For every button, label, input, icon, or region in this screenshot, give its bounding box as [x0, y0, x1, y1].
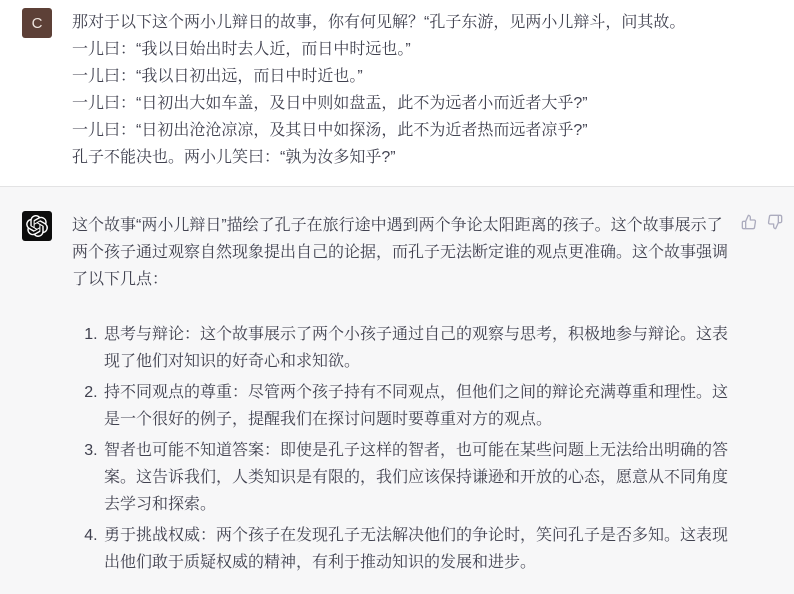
user-message-line: 孔子不能决也。两小儿笑曰：“孰为汝多知乎?”	[72, 149, 396, 166]
user-message-line: 一儿曰：“我以日始出时去人近，而日中时远也。”	[72, 41, 411, 58]
user-message-text	[72, 8, 735, 171]
assistant-intro-paragraph: 这个故事“两小儿辩日”描绘了孔子在旅行途中遇到两个争论太阳距离的孩子。这个故事展示了两个孩子通过观察自然现象提出自己的论据，而孔子无法断定谁的观点更准确。这个故事强调了以下几点：	[72, 217, 729, 288]
thumbs-down-icon	[767, 214, 784, 230]
user-message-line: 一儿曰：“日初出沧沧凉凉，及其日中如探汤，此不为近者热而远者凉乎?”	[72, 122, 588, 139]
user-message	[0, 0, 794, 186]
list-item: 1. 思考与辩论：这个故事展示了两个小孩子通过自己的观察与思考，积极地参与辩论。这表现了他们对知识的好奇心和求知欲。	[102, 321, 735, 375]
user-message-line: 一儿曰：“我以日初出远，而日中时近也。”	[72, 68, 363, 85]
user-message-line: 那对于以下这个两小儿辩日的故事，你有何见解？“孔子东游，见两小儿辩斗，问其故。	[72, 14, 686, 31]
list-item: 4. 勇于挑战权威：两个孩子在发现孔子无法解决他们的争论时，笑问孔子是否多知。这表现出他们敢于质疑权威的精神，有利于推动知识的发展和进步。	[102, 522, 735, 576]
assistant-message	[0, 186, 794, 594]
assistant-avatar	[22, 211, 52, 241]
openai-logo-icon	[26, 215, 48, 237]
thumbs-down-button[interactable]	[767, 213, 784, 230]
list-item: 3. 智者也可能不知道答案：即使是孔子这样的智者，也可能在某些问题上无法给出明确的答案。这告诉我们，人类知识是有限的，我们应该保持谦逊和开放的心态，愿意从不同角度去学习和探索。	[102, 437, 735, 518]
thumbs-up-button[interactable]	[741, 213, 758, 230]
user-avatar: C	[22, 8, 52, 38]
list-item: 2. 持不同观点的尊重：尽管两个孩子持有不同观点，但他们之间的辩论充满尊重和理性。这是一个很好的例子，提醒我们在探讨问题时要尊重对方的观点。	[102, 379, 735, 433]
assistant-points-list	[72, 321, 735, 576]
thumbs-up-icon	[741, 214, 758, 230]
user-message-line: 一儿曰：“日初出大如车盖，及日中则如盘盂，此不为远者小而近者大乎?”	[72, 95, 588, 112]
assistant-message-text	[72, 211, 735, 580]
message-feedback-controls	[741, 213, 784, 230]
